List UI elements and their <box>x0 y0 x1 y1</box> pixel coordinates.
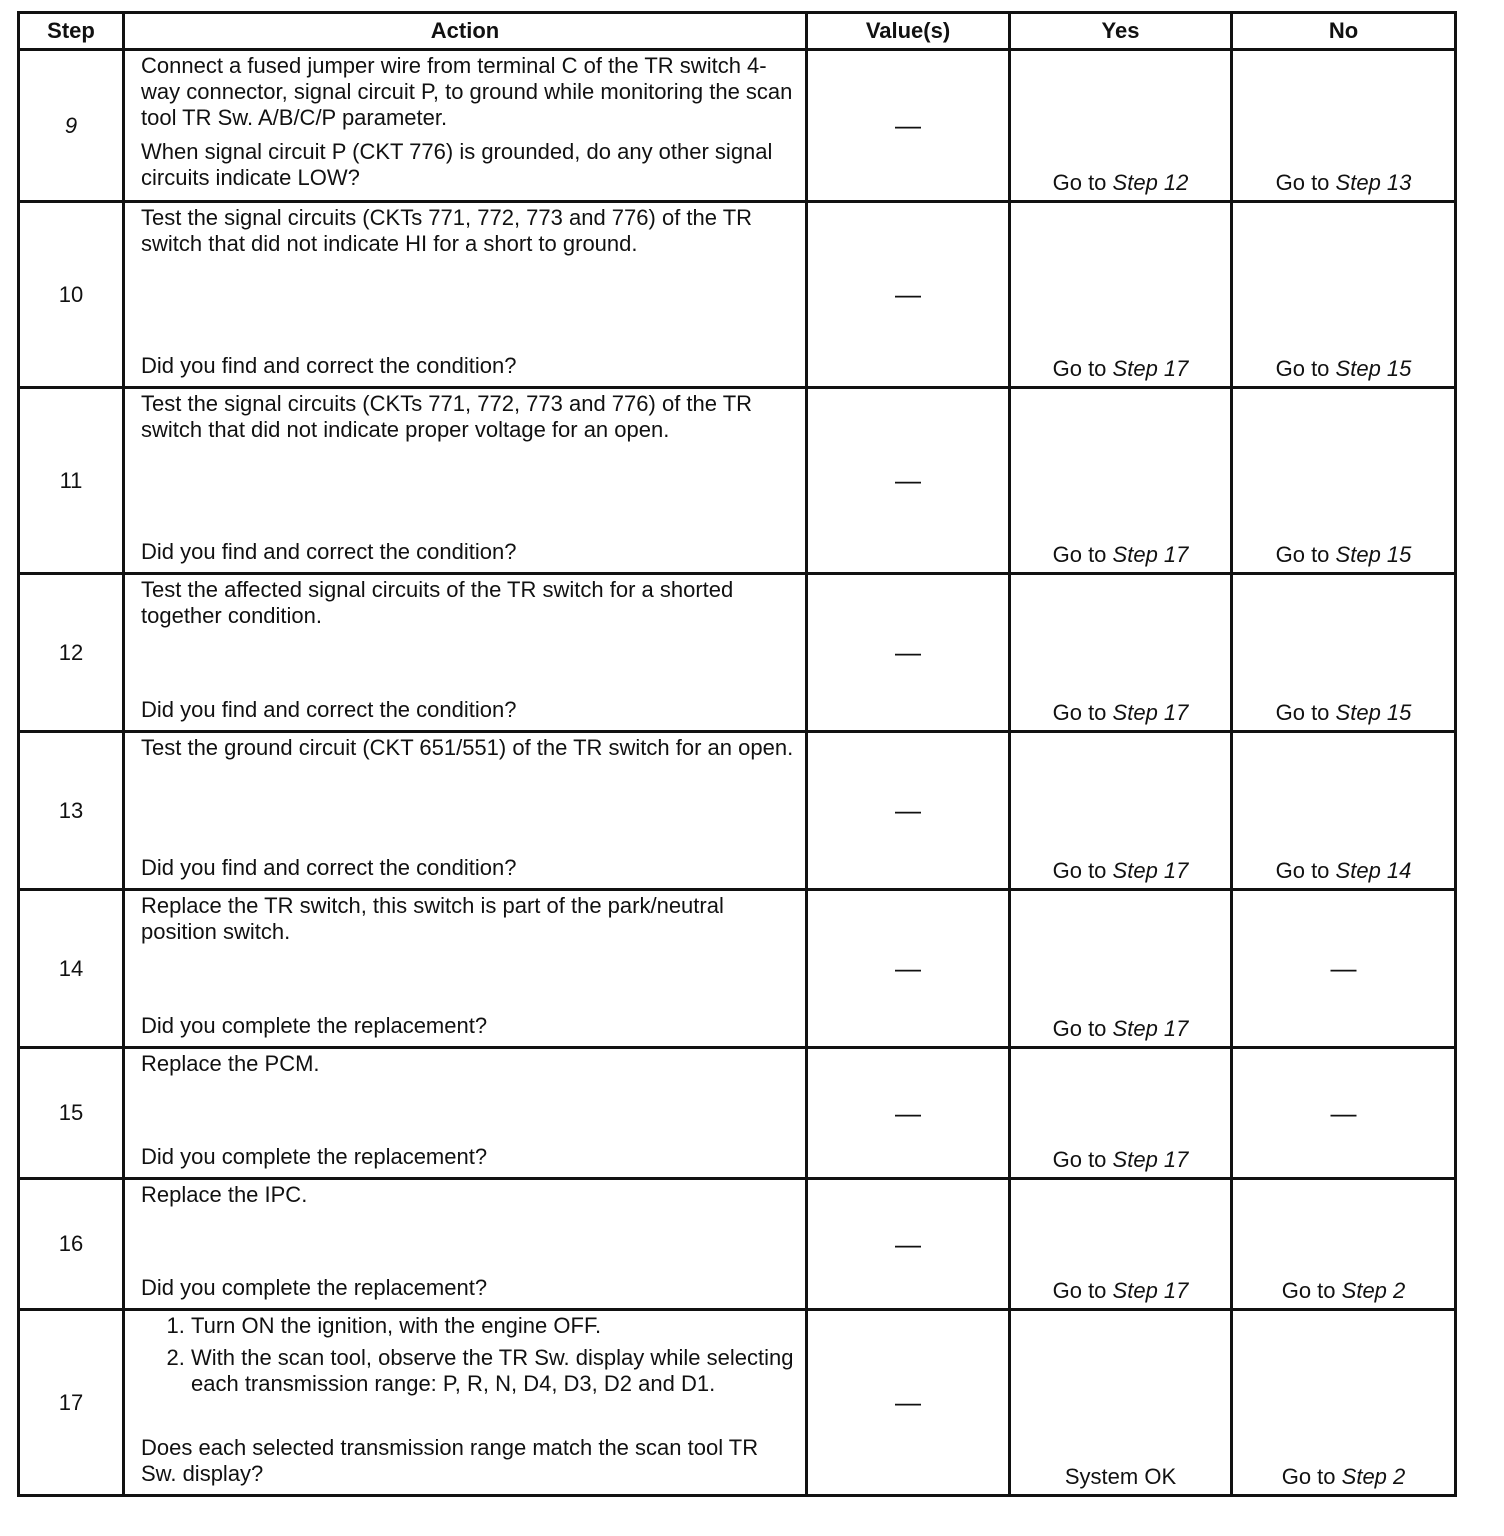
goto-step-link: Step 17 <box>1112 858 1189 883</box>
action-text: Replace the IPC. <box>141 1182 308 1207</box>
value-cell: — <box>807 202 1010 388</box>
step-number: 10 <box>19 202 124 388</box>
goto-prefix: Go to <box>1275 542 1330 567</box>
goto-prefix: Go to <box>1052 858 1107 883</box>
table-row <box>19 732 1456 890</box>
no-cell <box>1232 1179 1456 1310</box>
table-row <box>19 50 1456 202</box>
goto-step-link: Step 15 <box>1335 542 1412 567</box>
no-cell: — <box>1232 1048 1456 1179</box>
no-cell <box>1232 388 1456 574</box>
value-cell: — <box>807 388 1010 574</box>
table-row <box>19 574 1456 732</box>
yes-cell: System OK <box>1010 1310 1232 1496</box>
goto-prefix: Go to <box>1275 356 1330 381</box>
action-text: Test the ground circuit (CKT 651/551) of the TR switch for an open. <box>141 735 794 760</box>
action-cell <box>124 890 807 1048</box>
goto-prefix: Go to <box>1275 858 1330 883</box>
table-row <box>19 388 1456 574</box>
yes-cell <box>1010 890 1232 1048</box>
goto-step-link: Step 15 <box>1335 356 1412 381</box>
goto-prefix: Go to <box>1052 1147 1107 1172</box>
no-cell <box>1232 574 1456 732</box>
yes-cell <box>1010 202 1232 388</box>
action-step-item: 2. With the scan tool, observe the TR Sw. display while selecting each transmission range: P, R, N, D4, D3, D2 and D1. <box>191 1345 795 1397</box>
header-no: No <box>1232 13 1456 50</box>
goto-step-link: Step 15 <box>1335 700 1412 725</box>
step-number: 13 <box>19 732 124 890</box>
table-row <box>19 202 1456 388</box>
action-steps-list <box>141 1313 795 1403</box>
no-cell <box>1232 732 1456 890</box>
goto-prefix: Go to <box>1275 170 1330 195</box>
goto-prefix: Go to <box>1281 1464 1336 1489</box>
table-row <box>19 890 1456 1048</box>
value-cell: — <box>807 732 1010 890</box>
header-yes: Yes <box>1010 13 1232 50</box>
action-question: Does each selected transmission range match the scan tool TR Sw. display? <box>141 1435 759 1486</box>
step-number: 9 <box>19 50 124 202</box>
action-question: Did you find and correct the condition? <box>141 855 517 880</box>
no-cell: — <box>1232 890 1456 1048</box>
yes-cell <box>1010 1048 1232 1179</box>
goto-prefix: Go to <box>1052 356 1107 381</box>
goto-step-link: Step 14 <box>1335 858 1412 883</box>
goto-prefix: Go to <box>1052 700 1107 725</box>
step-number: 11 <box>19 388 124 574</box>
action-cell <box>124 732 807 890</box>
action-question: Did you complete the replacement? <box>141 1275 488 1300</box>
value-cell: — <box>807 1048 1010 1179</box>
goto-prefix: Go to <box>1052 170 1107 195</box>
action-text: Test the signal circuits (CKTs 771, 772, 773 and 776) of the TR switch that did not indicate proper voltage for an open. <box>141 391 753 442</box>
value-cell: — <box>807 1310 1010 1496</box>
action-text: Replace the PCM. <box>141 1051 320 1076</box>
no-cell <box>1232 1310 1456 1496</box>
value-cell: — <box>807 574 1010 732</box>
goto-prefix: Go to <box>1052 542 1107 567</box>
no-cell <box>1232 50 1456 202</box>
diagnostic-table <box>17 11 1457 1497</box>
step-number: 14 <box>19 890 124 1048</box>
value-cell: — <box>807 50 1010 202</box>
action-cell <box>124 1310 807 1496</box>
no-cell <box>1232 202 1456 388</box>
header-values: Value(s) <box>807 13 1010 50</box>
action-text: Connect a fused jumper wire from terminal C of the TR switch 4-way connector, signal circuit P, to ground while monitoring the scan tool TR Sw. A/B/C/P parameter. <box>141 53 793 130</box>
goto-step-link: Step 17 <box>1112 542 1189 567</box>
action-cell <box>124 1048 807 1179</box>
action-text: Replace the TR switch, this switch is part of the park/neutral position switch. <box>141 893 724 944</box>
action-cell <box>124 574 807 732</box>
action-question: Did you find and correct the condition? <box>141 353 517 378</box>
value-cell: — <box>807 1179 1010 1310</box>
action-question: Did you complete the replacement? <box>141 1144 488 1169</box>
goto-prefix: Go to <box>1052 1278 1107 1303</box>
goto-step-link: Step 17 <box>1112 1278 1189 1303</box>
goto-step-link: Step 2 <box>1341 1278 1406 1303</box>
action-cell <box>124 1179 807 1310</box>
header-step: Step <box>19 13 124 50</box>
action-step-item: 1. Turn ON the ignition, with the engine OFF. <box>191 1313 795 1339</box>
action-question: Did you find and correct the condition? <box>141 697 517 722</box>
step-number: 12 <box>19 574 124 732</box>
step-number: 16 <box>19 1179 124 1310</box>
action-cell <box>124 50 807 202</box>
header-action: Action <box>124 13 807 50</box>
action-cell <box>124 388 807 574</box>
action-text: Test the affected signal circuits of the TR switch for a shorted together condition. <box>141 577 734 628</box>
goto-step-link: Step 13 <box>1335 170 1412 195</box>
step-number: 15 <box>19 1048 124 1179</box>
goto-step-link: Step 17 <box>1112 1147 1189 1172</box>
action-question: Did you complete the replacement? <box>141 1013 488 1038</box>
table-row <box>19 1048 1456 1179</box>
goto-step-link: Step 17 <box>1112 1016 1189 1041</box>
table-row <box>19 1310 1456 1496</box>
step-number: 17 <box>19 1310 124 1496</box>
yes-cell <box>1010 1179 1232 1310</box>
goto-step-link: Step 17 <box>1112 356 1189 381</box>
yes-cell <box>1010 50 1232 202</box>
yes-cell <box>1010 388 1232 574</box>
action-text: Test the signal circuits (CKTs 771, 772, 773 and 776) of the TR switch that did not indicate HI for a short to ground. <box>141 205 753 256</box>
goto-step-link: Step 2 <box>1341 1464 1406 1489</box>
action-cell <box>124 202 807 388</box>
yes-cell <box>1010 732 1232 890</box>
table-row <box>19 1179 1456 1310</box>
goto-prefix: Go to <box>1275 700 1330 725</box>
yes-cell <box>1010 574 1232 732</box>
goto-prefix: Go to <box>1052 1016 1107 1041</box>
value-cell: — <box>807 890 1010 1048</box>
header-row <box>19 13 1456 50</box>
goto-step-link: Step 17 <box>1112 700 1189 725</box>
action-question: When signal circuit P (CKT 776) is grounded, do any other signal circuits indicate LOW? <box>141 139 773 190</box>
goto-prefix: Go to <box>1281 1278 1336 1303</box>
action-question: Did you find and correct the condition? <box>141 539 517 564</box>
goto-step-link: Step 12 <box>1112 170 1189 195</box>
